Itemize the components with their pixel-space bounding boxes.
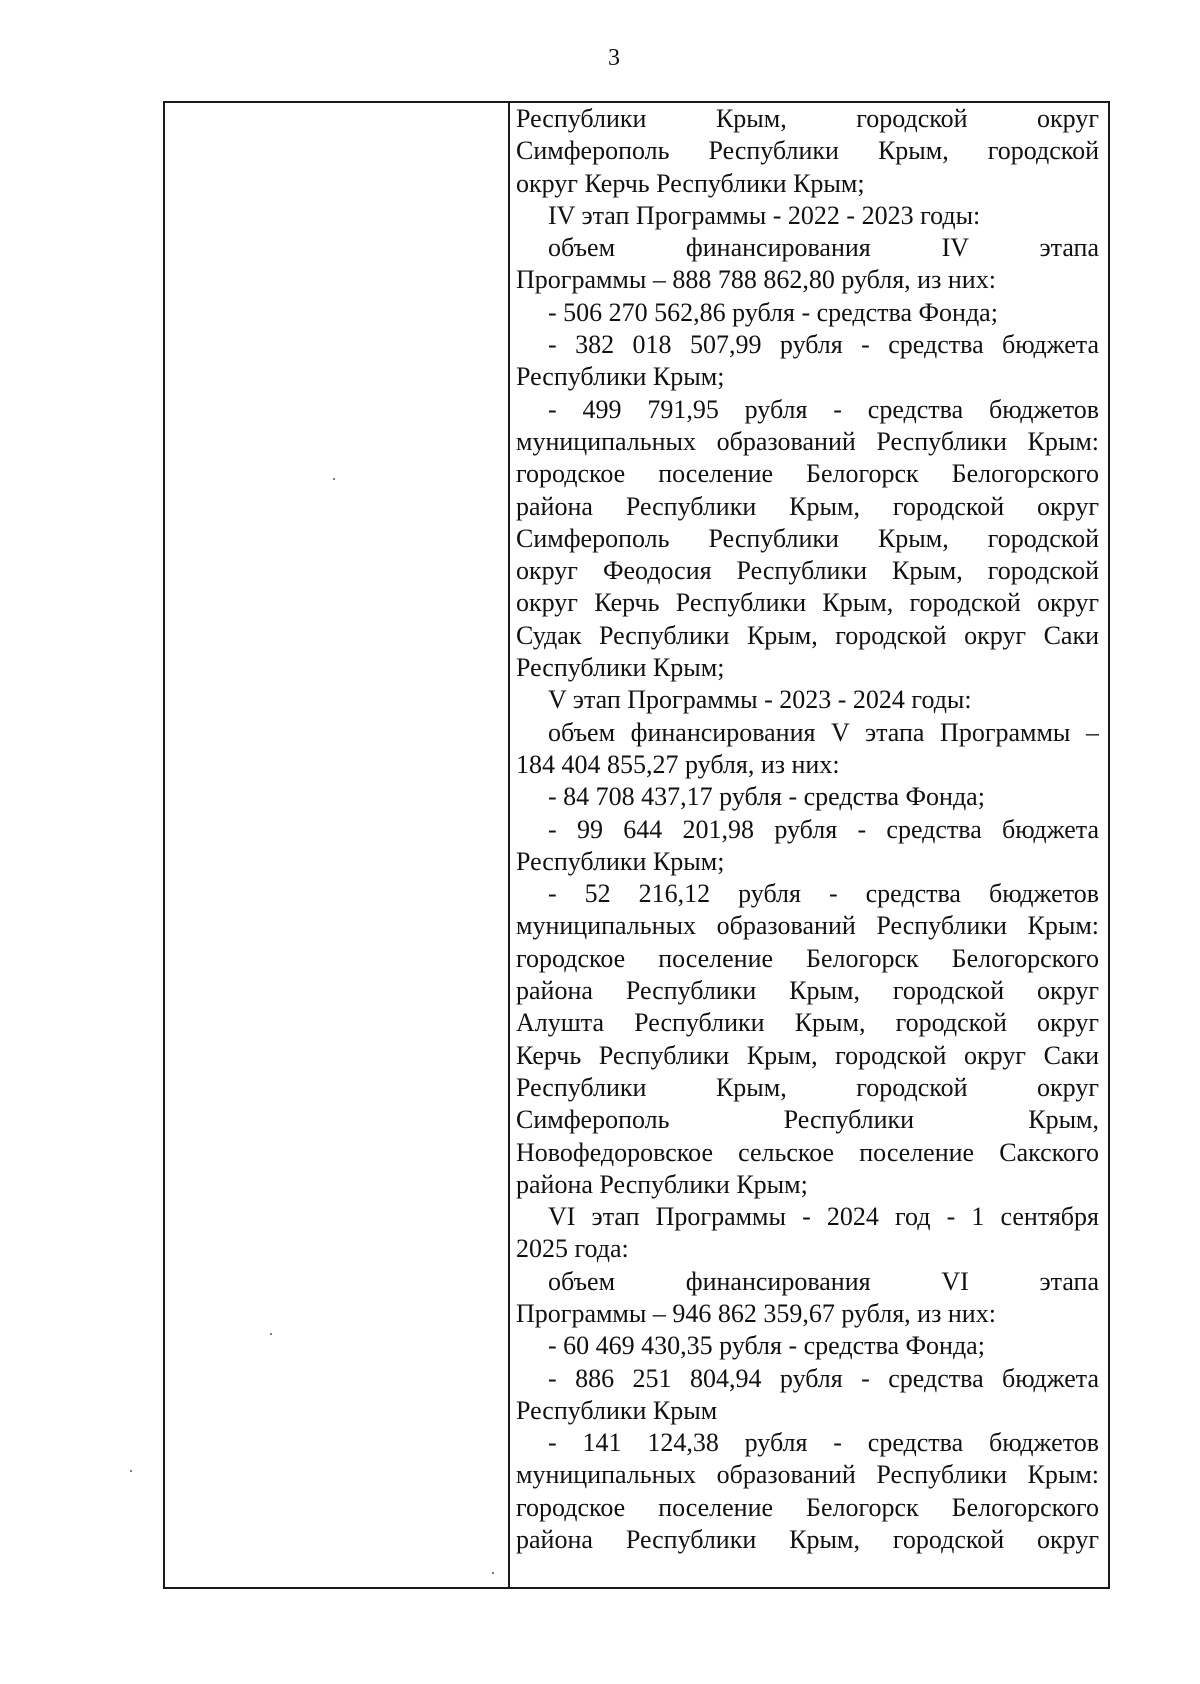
scan-speck [270, 1333, 272, 1335]
text-line: IV этап Программы - 2022 - 2023 годы: [548, 200, 981, 230]
text-line: 184 404 855,27 рубля, из них: [516, 749, 840, 779]
scan-speck [492, 1572, 494, 1574]
text-line: - 382 018 507,99 рубля - средства бюджета [548, 330, 1099, 360]
text-line: района Республики Крым, городской округ [516, 491, 1099, 521]
text-line: городское поселение Белогорск Белогорского [516, 459, 1099, 489]
text-line: муниципальных образований Республики Крым: [516, 911, 1099, 941]
text-line: - 506 270 562,86 рубля - средства Фонда; [548, 297, 998, 327]
text-line: - 99 644 201,98 рубля - средства бюджета [548, 814, 1099, 844]
text-line: округ Феодосия Республики Крым, городской [516, 556, 1099, 586]
text-line: - 84 708 437,17 рубля - средства Фонда; [548, 782, 985, 812]
table-left-cell [165, 103, 508, 1587]
text-line: Республики Крым, городской округ [516, 1072, 1099, 1102]
text-line: Республики Крым; [516, 653, 725, 683]
text-line: - 499 791,95 рубля - средства бюджетов [548, 394, 1099, 424]
document-table [163, 101, 1110, 1589]
text-line: Новофедоровское сельское поселение Сакского [516, 1137, 1099, 1167]
page-number: 3 [608, 45, 620, 71]
text-line: Республики Крым; [516, 362, 725, 392]
text-line: Симферополь Республики Крым, городской [516, 523, 1099, 553]
text-line: округ Керчь Республики Крым; [516, 168, 865, 198]
text-line: района Республики Крым, городской округ [516, 976, 1099, 1006]
scan-speck [130, 1470, 132, 1472]
text-line: муниципальных образований Республики Крым: [516, 426, 1099, 456]
text-line: Керчь Республики Крым, городской округ Саки [516, 1040, 1099, 1070]
text-line: объем финансирования VI этапа [548, 1266, 1099, 1296]
text-line: Симферополь Республики Крым, городской [516, 136, 1099, 166]
text-line: Судак Республики Крым, городской округ Саки [516, 620, 1099, 650]
text-line: объем финансирования V этапа Программы – [548, 717, 1099, 747]
text-line: - 60 469 430,35 рубля - средства Фонда; [548, 1331, 985, 1361]
table-right-cell [516, 103, 1099, 1587]
text-line: Программы – 888 788 862,80 рубля, из них: [516, 265, 996, 295]
text-line: Симферополь Республики Крым, [516, 1105, 1099, 1135]
column-divider [508, 103, 510, 1587]
text-line: 2025 года: [516, 1234, 629, 1264]
text-line: - 141 124,38 рубля - средства бюджетов [548, 1428, 1099, 1458]
text-line: округ Керчь Республики Крым, городской округ [516, 588, 1099, 618]
text-line: городское поселение Белогорск Белогорского [516, 943, 1099, 973]
scan-speck [333, 478, 335, 480]
text-line: Алушта Республики Крым, городской округ [516, 1008, 1099, 1038]
text-line: - 52 216,12 рубля - средства бюджетов [548, 879, 1099, 909]
text-line: объем финансирования IV этапа [548, 233, 1099, 263]
text-line: Республики Крым, городской округ [516, 104, 1099, 133]
text-line: муниципальных образований Республики Крым: [516, 1460, 1099, 1490]
text-line: VI этап Программы - 2024 год - 1 сентября [548, 1202, 1099, 1232]
text-line: V этап Программы - 2023 - 2024 годы: [548, 685, 972, 715]
text-line: - 886 251 804,94 рубля - средства бюджета [548, 1363, 1099, 1393]
text-line: городское поселение Белогорск Белогорского [516, 1492, 1099, 1522]
text-line: Программы – 946 862 359,67 рубля, из них: [516, 1298, 996, 1328]
text-line: Республики Крым [516, 1395, 718, 1425]
text-line: района Республики Крым, городской округ [516, 1525, 1099, 1555]
text-line: Республики Крым; [516, 846, 725, 876]
text-line: района Республики Крым; [516, 1169, 808, 1199]
